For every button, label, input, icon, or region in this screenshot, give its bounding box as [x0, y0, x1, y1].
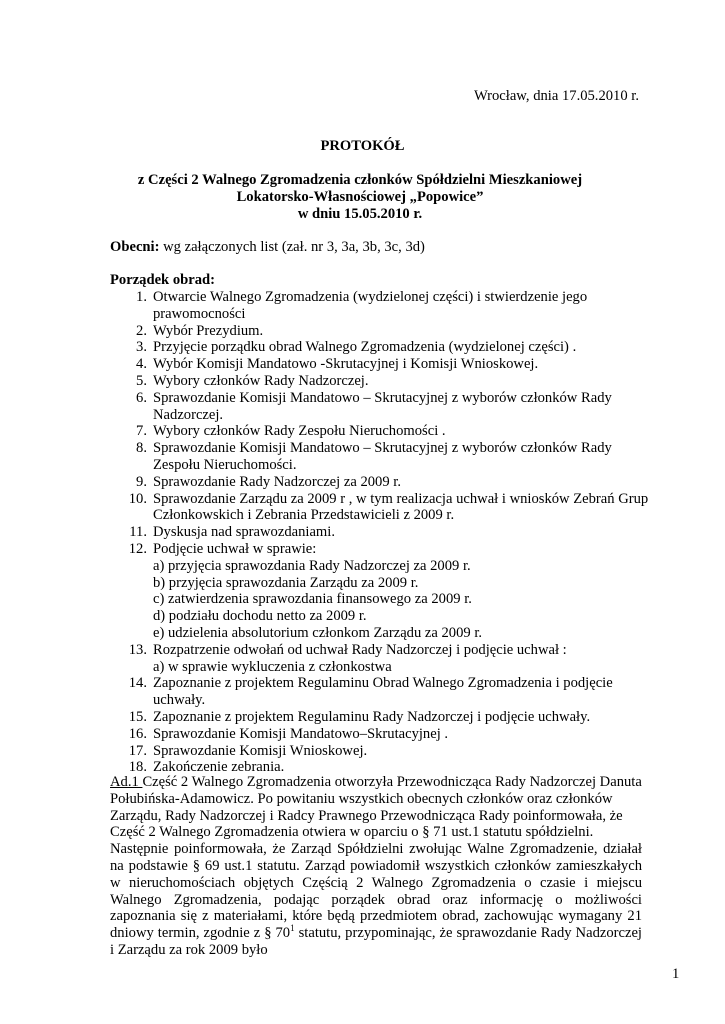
dateline: Wrocław, dnia 17.05.2010 r.	[473, 88, 639, 104]
agenda-item-number: 6.	[136, 389, 147, 406]
agenda-item-number: 8.	[136, 440, 147, 457]
ad-label: Ad.1	[110, 774, 143, 790]
attendance-line	[110, 239, 425, 256]
paragraph-text: Następnie poinformowała, że Zarząd Spółdzielni zwołując Walne Zgromadzenie, działał na podstawie § 69 ust.1 statutu. Zarząd powiadomił wszystkich członków zamieszkałych w nieruchomościach objętych Częścią 2 Walnego Zgromadzenia o czasie i miejscu Walnego Zgromadzenia, podając porządek obrad oraz informację o możliwości zapoznania się z materiałami, które będą przedmiotem obrad, zachowując wymagany 21 dniowy termin, zgodnie z § 70	[110, 841, 642, 942]
page-number: 1	[672, 966, 680, 982]
agenda-item-text: Sprawozdanie Komisji Mandatowo–Skrutacyjnej .	[153, 725, 449, 742]
agenda-item-text: Zakończenie zebrania.	[153, 759, 285, 776]
agenda-item-number: 15.	[128, 708, 147, 725]
agenda-item-number: 7.	[136, 423, 147, 440]
agenda-item-number: 2.	[136, 322, 147, 339]
agenda-subitem: a) przyjęcia sprawozdania Rady Nadzorczej za 2009 r.	[153, 557, 471, 574]
agenda-subitem: c) zatwierdzenia sprawozdania finansowego za 2009 r.	[153, 591, 472, 608]
document-subtitle	[60, 172, 660, 222]
agenda-item-number: 18.	[128, 759, 147, 776]
agenda-item-text: Wybór Prezydium.	[153, 322, 264, 339]
subtitle-line: Lokatorsko-Własnościowej „Popowice”	[236, 188, 484, 205]
agenda-subitem: b) przyjęcia sprawozdania Zarządu za 2009 r.	[153, 574, 419, 591]
agenda-item-text: Przyjęcie porządku obrad Walnego Zgromadzenia (wydzielonej części) .	[153, 339, 577, 356]
minutes-body	[110, 774, 642, 959]
agenda-item-text: Sprawozdanie Komisji Mandatowo – Skrutacyjnej z wyborów członków Rady Nadzorczej.	[153, 389, 612, 423]
agenda-item	[110, 373, 650, 390]
agenda-item-number: 16.	[128, 725, 147, 742]
agenda-item-text: Dyskusja nad sprawozdaniami.	[153, 524, 335, 541]
agenda-item-number: 11.	[129, 524, 147, 541]
attendance-text: wg załączonych list (zał. nr 3, 3a, 3b, 3c, 3d)	[159, 239, 425, 255]
agenda-item-text: Podjęcie uchwał w sprawie:	[153, 540, 317, 557]
agenda-item	[110, 675, 650, 709]
paragraph-text: statutu, przypominając, że sprawozdanie Rady Nadzorczej i Zarządu za rok 2009 było	[110, 925, 642, 958]
agenda-item-text: Wybory członków Rady Nadzorczej.	[153, 372, 369, 389]
agenda-item-number: 13.	[128, 641, 147, 658]
agenda-item-number: 17.	[128, 742, 147, 759]
document-title: PROTOKÓŁ	[320, 138, 405, 154]
agenda-item-text: Sprawozdanie Rady Nadzorczej za 2009 r.	[153, 473, 401, 490]
agenda-item	[110, 541, 650, 642]
agenda-subitem: a) w sprawie wykluczenia z członkostwa	[153, 658, 392, 675]
agenda-item	[110, 423, 650, 440]
agenda-item	[110, 339, 650, 356]
paragraph-ad1	[110, 774, 642, 841]
agenda-item-text: Sprawozdanie Komisji Wnioskowej.	[153, 742, 368, 759]
agenda-item	[110, 390, 650, 424]
agenda-item-text: Zapoznanie z projektem Regulaminu Rady Nadzorczej i podjęcie uchwały.	[153, 708, 591, 725]
agenda-item-text: Sprawozdanie Zarządu za 2009 r , w tym realizacja uchwał i wniosków Zebrań Grup Członkowskich i Zebrania Przedstawicieli z 2009 r.	[153, 490, 649, 524]
agenda-item	[110, 491, 650, 525]
attendance-label: Obecni:	[110, 239, 160, 255]
agenda-item	[110, 356, 650, 373]
subtitle-line: z Części 2 Walnego Zgromadzenia członków Spółdzielni Mieszkaniowej	[137, 172, 583, 188]
agenda-item-text: Wybór Komisji Mandatowo -Skrutacyjnej i Komisji Wnioskowej.	[153, 356, 539, 373]
agenda-item-number: 9.	[136, 473, 147, 490]
agenda-item-number: 4.	[136, 356, 147, 373]
superscript: 1	[290, 923, 295, 934]
agenda-subitem: e) udzielenia absolutorium członkom Zarządu za 2009 r.	[153, 624, 483, 641]
agenda-item-text: Zapoznanie z projektem Regulaminu Obrad Walnego Zgromadzenia i podjęcie uchwały.	[153, 675, 613, 709]
subtitle-line: w dniu 15.05.2010 r.	[297, 205, 423, 222]
agenda-item-number: 3.	[136, 339, 147, 356]
agenda-item-text: Sprawozdanie Komisji Mandatowo – Skrutacyjnej z wyborów członków Rady Zespołu Nieruchomości.	[153, 440, 612, 473]
agenda-item-number: 1.	[136, 289, 147, 305]
agenda-item	[110, 642, 650, 676]
agenda-item-number: 14.	[128, 675, 147, 692]
agenda-item	[110, 440, 650, 474]
agenda-item-text: Otwarcie Walnego Zgromadzenia (wydzielonej części) i stwierdzenie jego prawomocności	[153, 289, 588, 322]
agenda-item-number: 5.	[136, 372, 147, 389]
agenda-item	[110, 323, 650, 340]
agenda-item-number: 12.	[128, 540, 147, 557]
agenda-list	[110, 289, 650, 776]
agenda-subitem: d) podziału dochodu netto za 2009 r.	[153, 608, 367, 625]
agenda-item	[110, 743, 650, 760]
agenda-item-text: Rozpatrzenie odwołań od uchwał Rady Nadzorczej i podjęcie uchwał :	[153, 641, 567, 658]
paragraph	[110, 841, 642, 959]
agenda-item	[110, 524, 650, 541]
agenda-item	[110, 726, 650, 743]
paragraph-text: Część 2 Walnego Zgromadzenia otworzyła Przewodnicząca Rady Nadzorczej Danuta Połubińska-Adamowicz. Po powitaniu wszystkich obecnych członków oraz członków Zarządu, Rady Nadzorczej i Radcy Prawnego Przewodnicząca Rady poinformowała, że Część 2 Walnego Zgromadzenia otwiera w oparciu o § 71 ust.1 statutu spółdzielni.	[110, 774, 642, 841]
agenda-item	[110, 709, 650, 726]
agenda-heading: Porządek obrad:	[110, 272, 215, 288]
agenda-item-number: 10.	[128, 490, 147, 507]
agenda-item-text: Wybory członków Rady Zespołu Nieruchomości .	[153, 423, 446, 440]
agenda-item	[110, 289, 650, 323]
agenda-item	[110, 474, 650, 491]
